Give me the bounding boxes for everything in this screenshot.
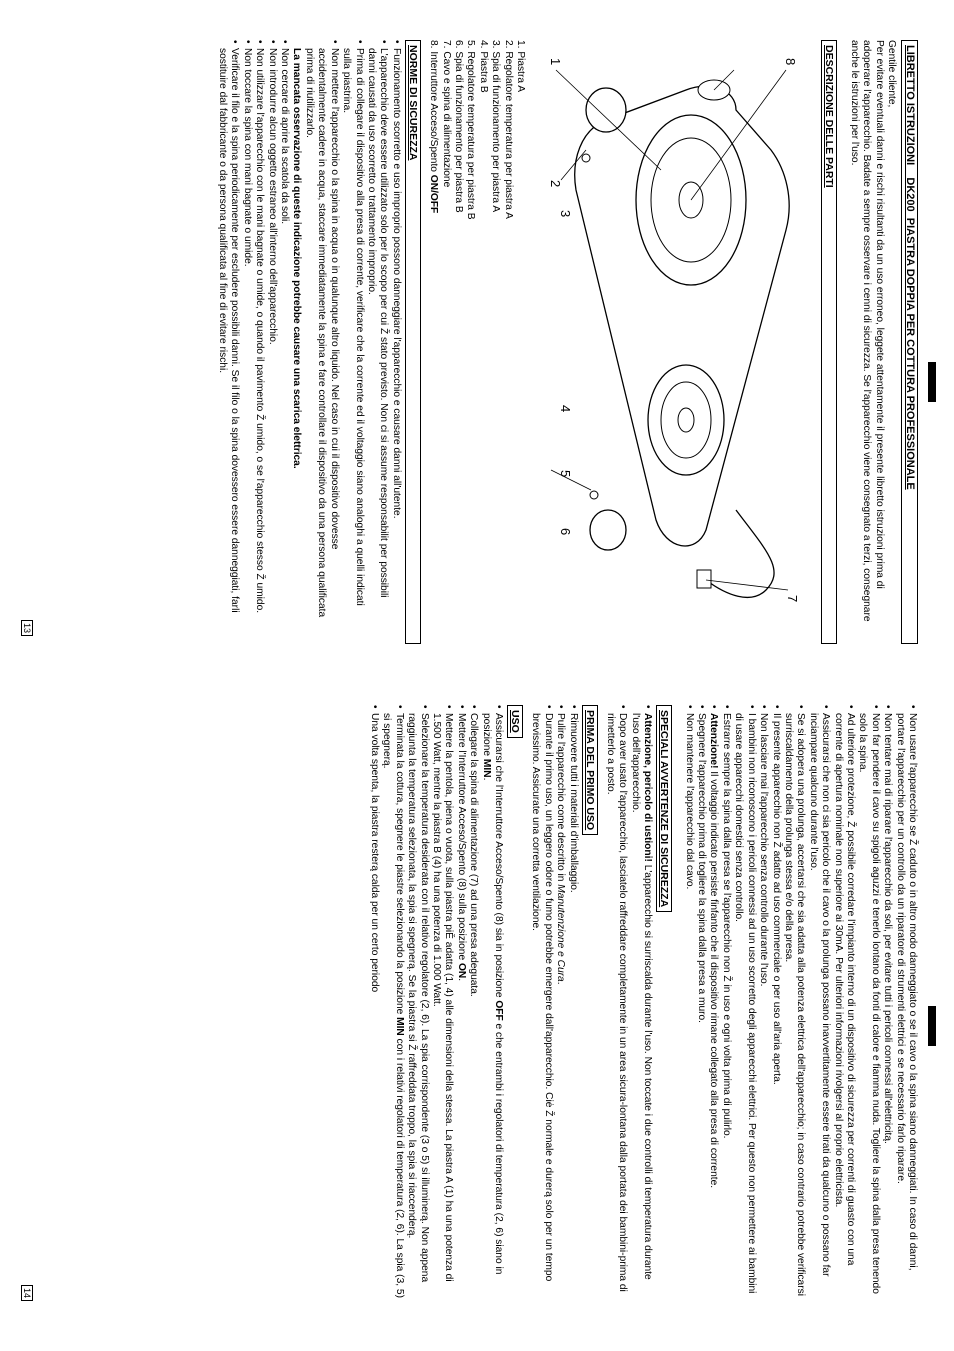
use-bold: ON: [455, 962, 467, 979]
safety-item: • Spegnere l'apparecchio prima di togliere la spina dalla presa a muro.: [695, 705, 707, 1303]
callout-1: 1: [548, 58, 563, 66]
use-bold: MIN: [393, 1017, 405, 1036]
part-item: [427, 40, 439, 634]
safety-list-continued: [682, 705, 918, 1303]
parts-list: [427, 40, 526, 634]
safety-item: • Non mantenere l'apparecchio dal cavo.: [682, 705, 694, 1303]
special-item: • Dopo aver usato l'apparecchio, lasciatelo raffreddare completamente in un area sicura-lontana dalla portata dei bambini-prima di rimetterlo a posto.: [604, 705, 629, 1303]
use-item: [380, 705, 405, 1303]
part-item-text: 8. Interruttore Acceso/Spento: [428, 40, 440, 175]
hot-plate-illustration: [536, 50, 806, 610]
safety-item: • Assicurarsi che non ci sia pericolo che il cavo o la prolunga possano inavvertitamente essere tirati da qualcuno o possano far inciampare qualcuno durante l'uso.: [806, 705, 831, 1303]
page-number: 14: [21, 1285, 33, 1301]
use-text: con i relativi regolatori di temperatura (2, 6). La spia (3, 5) si spegnerą.: [381, 713, 405, 1298]
callout-5: 5: [558, 470, 573, 478]
section-tab-mark-13: [928, 362, 936, 402]
safety-item: • Non introdurre alcun oggetto estraneo all'interno dell'apparecchio.: [265, 40, 277, 625]
safety-warning: La mancata osservazione di queste indicazione potrebbe causare una scarica elettrica.: [291, 48, 303, 469]
use-bold: MIN: [480, 758, 492, 778]
callout-2: 2: [548, 180, 563, 188]
safety-item: • L'apparecchio deve essere utilizzato solo per lo scopo per cui Ž stato previsto. Non ci si assume responsabilit per possibili danni causati da uso scorretto o trattamento improprio.: [365, 40, 390, 625]
safety-item: • I bambini non riconoscono i pericoli connessi ad un uso scorretto degli apparecchi elettrici. Per questo non permettere ai bambini di usare apparecchi domestici senza controllo.: [732, 705, 757, 1303]
callout-6: 6: [558, 528, 573, 536]
first-use-list: [529, 705, 579, 1303]
page-14: [18, 705, 918, 1315]
part-item: 6. Spia di funzionamento per piastra B: [452, 40, 464, 213]
use-bold: OFF: [493, 1000, 505, 1021]
safety-item: • Non far pendere il cavo su spigoli aguzzi e tenerlo lontano da fonti di calore e fiamma nuda. Togliere la spina dalla presa tenendo solo la spina.: [856, 705, 881, 1303]
safety-item: • Verificare il filo e la spina periodicamente per escludere possibili danni. Se il filo o la spina dovessero essere danneggiati, farli sostituire dal fabbricante o da persona qualificata al fine di evitare rischi.: [216, 40, 241, 625]
safety-item: • Il presente apparecchio non Ž adatto ad uso commerciale o per uso all'aria aperta.: [769, 705, 781, 1303]
callout-4: 4: [558, 405, 573, 413]
safety-item: • Prima di collegare il dispositivo alla presa di corrente, verificare che la corrente ed il voltaggio siano analoghi a quelli indicati sulla piastrina.: [340, 40, 365, 625]
use-text: Mettere l'Interruttore Acceso/Spento (8) sulla posizione: [455, 713, 467, 963]
safety-item: • Estrarre sempre la spina dalla presa se l'apparecchio non Ž in uso e ogni volta prima di pulirlo.: [720, 705, 732, 1303]
burn-warning-text: L'apparecchio si surriscalda durante l'uso. Non toccate i due controlli di temperatura durante l'uso dell'apparecchio.: [629, 713, 654, 1280]
attention-text: Il voltaggio indicato persiste finfanto che il dispositivo rimane collegato alla presa di corrente.: [708, 768, 720, 1189]
part-item: 2. Regolatore temperatura per piastra A: [502, 40, 514, 219]
safety-list-2: [216, 40, 290, 625]
callout-3: 3: [558, 210, 573, 218]
appliance-diagram: [536, 50, 806, 610]
first-use-italic: Manutenzione e Cura: [555, 884, 567, 982]
page-number: 13: [21, 620, 33, 636]
safety-item: [707, 705, 719, 1303]
special-list: [604, 705, 654, 1303]
use-item: • Selezionare la temperatura desiderata con il relativo regolatore (2, 6). La spia corrispondente (3 o 5) si illuminerą. Non appena raggiunta la temperatura selezionata, la spia si spegnerą. Se la piastra si Ž raffreddata troppo, la spia si riaccenderą.: [405, 705, 430, 1303]
part-item: 7. Cavo e spina di alimentazione: [440, 40, 452, 188]
manual-title: LIBRETTO ISTRUZIONI DK200 PIASTRA DOPPIA PER COTTURA PROFESSIONALE: [901, 40, 918, 644]
section-heading-parts: DESCRIZIONE DELLE PARTI: [821, 40, 837, 644]
burn-warning-label: Attenzione, pericolo di ustioni!: [642, 713, 654, 862]
use-text: e che entrambi i regolatori di temperatura (2, 6) siano in posizione: [480, 713, 505, 1275]
intro-paragraph: Per evitare eventuali danni e rischi risultanti da un uso erroneo, leggete attentamente il presente libretto istruzioni prima di adoperare l'apparecchio. Badate a sempre osservare i cenni di sicurezza. Se l'apparecchio viene consegnato a terzi, consegnare anche le istruzioni per l'uso.: [848, 40, 885, 622]
safety-item: • Non lasciare mai l'apparecchio senza controllo durante l'uso.: [757, 705, 769, 1303]
part-item: 3. Spia di funzionamento per piastra A: [490, 40, 502, 213]
first-use-text: Pulire l'apparecchio come descritto in: [555, 713, 567, 885]
safety-item: • Non mettere l'apparecchio o la spina in acqua o in qualunque altro liquido. Nel caso in cui il dispositivo dovesse accidentalmente cadere in acqua, staccare immediatamente la spina e fare controllare il dispositivo da una persona qualificata prima di riutilizzarlo.: [303, 40, 340, 625]
use-item: • Mettere l'Interruttore Acceso/Spento (8) sulla posizione ON.: [454, 705, 466, 1303]
part-item: 5. Regolatore temperatura per piastra B: [465, 40, 477, 220]
use-item: • Mettere la pentola, piena o vuota, sulla piastra piĚ adatta (1, 4) alle dimensioni della stessa. La piastra A (1) ha una potenza di 1.500 Watt, mentre la piastra B (4) ha una potenza di 1.000 Watt.: [430, 705, 455, 1303]
section-tab-mark-14: [928, 1006, 936, 1046]
use-text: Assicurarsi che l'Interruttore Acceso/Spento (8) sia in posizione: [493, 713, 505, 1001]
part-item: 1. Piastra A: [515, 40, 526, 93]
safety-item: • Funzionamento scorretto e uso improprio possono danneggiare l'apparecchio e causare danni all'utente.: [389, 40, 401, 625]
section-heading-use: USO: [507, 705, 523, 738]
greeting: Gentile cliente,: [886, 40, 897, 108]
use-item: • Assicurarsi che l'Interruttore Acceso/Spento (8) sia in posizione OFF e che entrambi i regolatori di temperatura (2, 6) siano in posizione MIN.: [479, 705, 504, 1303]
section-heading-special: SPECIALI AVVERTENZE DI SICUREZZA: [656, 705, 672, 912]
safety-item: • Non tentare mai di riparare l'apparecchio da soli, per evitare tutti i pericoli connessi all'elettricitą.: [881, 705, 893, 1303]
use-item: • Collegare la spina di alimentazione (7) ad una presa adeguata.: [467, 705, 479, 1303]
part-item-bold: ON/OFF: [428, 174, 440, 214]
callout-7: 7: [785, 595, 800, 603]
safety-item: • Ad ulteriore protezione, Ž possibile corredare l'impianto interno di un dispositivo di sicurezza per correnti di guasto con una corrente di apertura nominale non superiore ai 30mA. Per ulteriori informazioni rivolgersi al proprio elettricista.: [831, 705, 856, 1303]
first-use-item: • Pulire l'apparecchio come descritto in Manutenzione e Cura.: [554, 705, 566, 1303]
use-item: • Una volta spenta, la piastra resterą calda per un certo periodo: [368, 705, 380, 1303]
first-use-item: • Rimuovere tutti i materiali d'imballaggio.: [566, 705, 578, 1303]
use-text: Terminata la cottura, spegnere le piastre selezionando la posizione: [393, 713, 405, 1018]
section-heading-safety: NORME DI SICUREZZA: [405, 40, 421, 644]
attention-label: Attenzione!: [708, 713, 720, 769]
section-heading-first-use: PRIMA DEL PRIMO USO: [582, 705, 598, 835]
page-13: [18, 40, 918, 650]
safety-item: • Non toccare la spina con mani bagnate o umide.: [240, 40, 252, 625]
use-list: [368, 705, 504, 1303]
safety-item: • Non usare l'apparecchio se Ž caduto o in altro modo danneggiato o se il cavo o la spina siano danneggiati. In caso di danni, portare l'apparecchio per un controllo da un riparatore di strumenti elettrici e se necessario farlo riparare.: [893, 705, 918, 1303]
callout-8: 8: [783, 58, 798, 66]
safety-item: • Non utilizzare l'apparecchio con le mani bagnate o umide, o quando il pavimento Ž umido, o se l'apparecchio stesso Ž umido.: [253, 40, 265, 625]
first-use-item: • Durante il primo uso, un leggero odore o fumo potrebbe emergere dall'apparecchio. Ciė Ž normale e durerą solo per un tempo brevissimo. Assicurate una corretta ventilazione.: [529, 705, 554, 1303]
safety-item: • Non cercare di aprire la scatola da soli.: [278, 40, 290, 625]
safety-item: • Se si adopera una prolunga, accertarsi che sia adatta alla potenza elettrica dell'apparecchio; in caso contrario potrebbe verificarsi surriscaldamento della prolunga stessa e/o della presa.: [782, 705, 807, 1303]
part-item: 4. Piastra B: [477, 40, 489, 93]
safety-list: [303, 40, 402, 625]
special-item: [628, 705, 653, 1303]
